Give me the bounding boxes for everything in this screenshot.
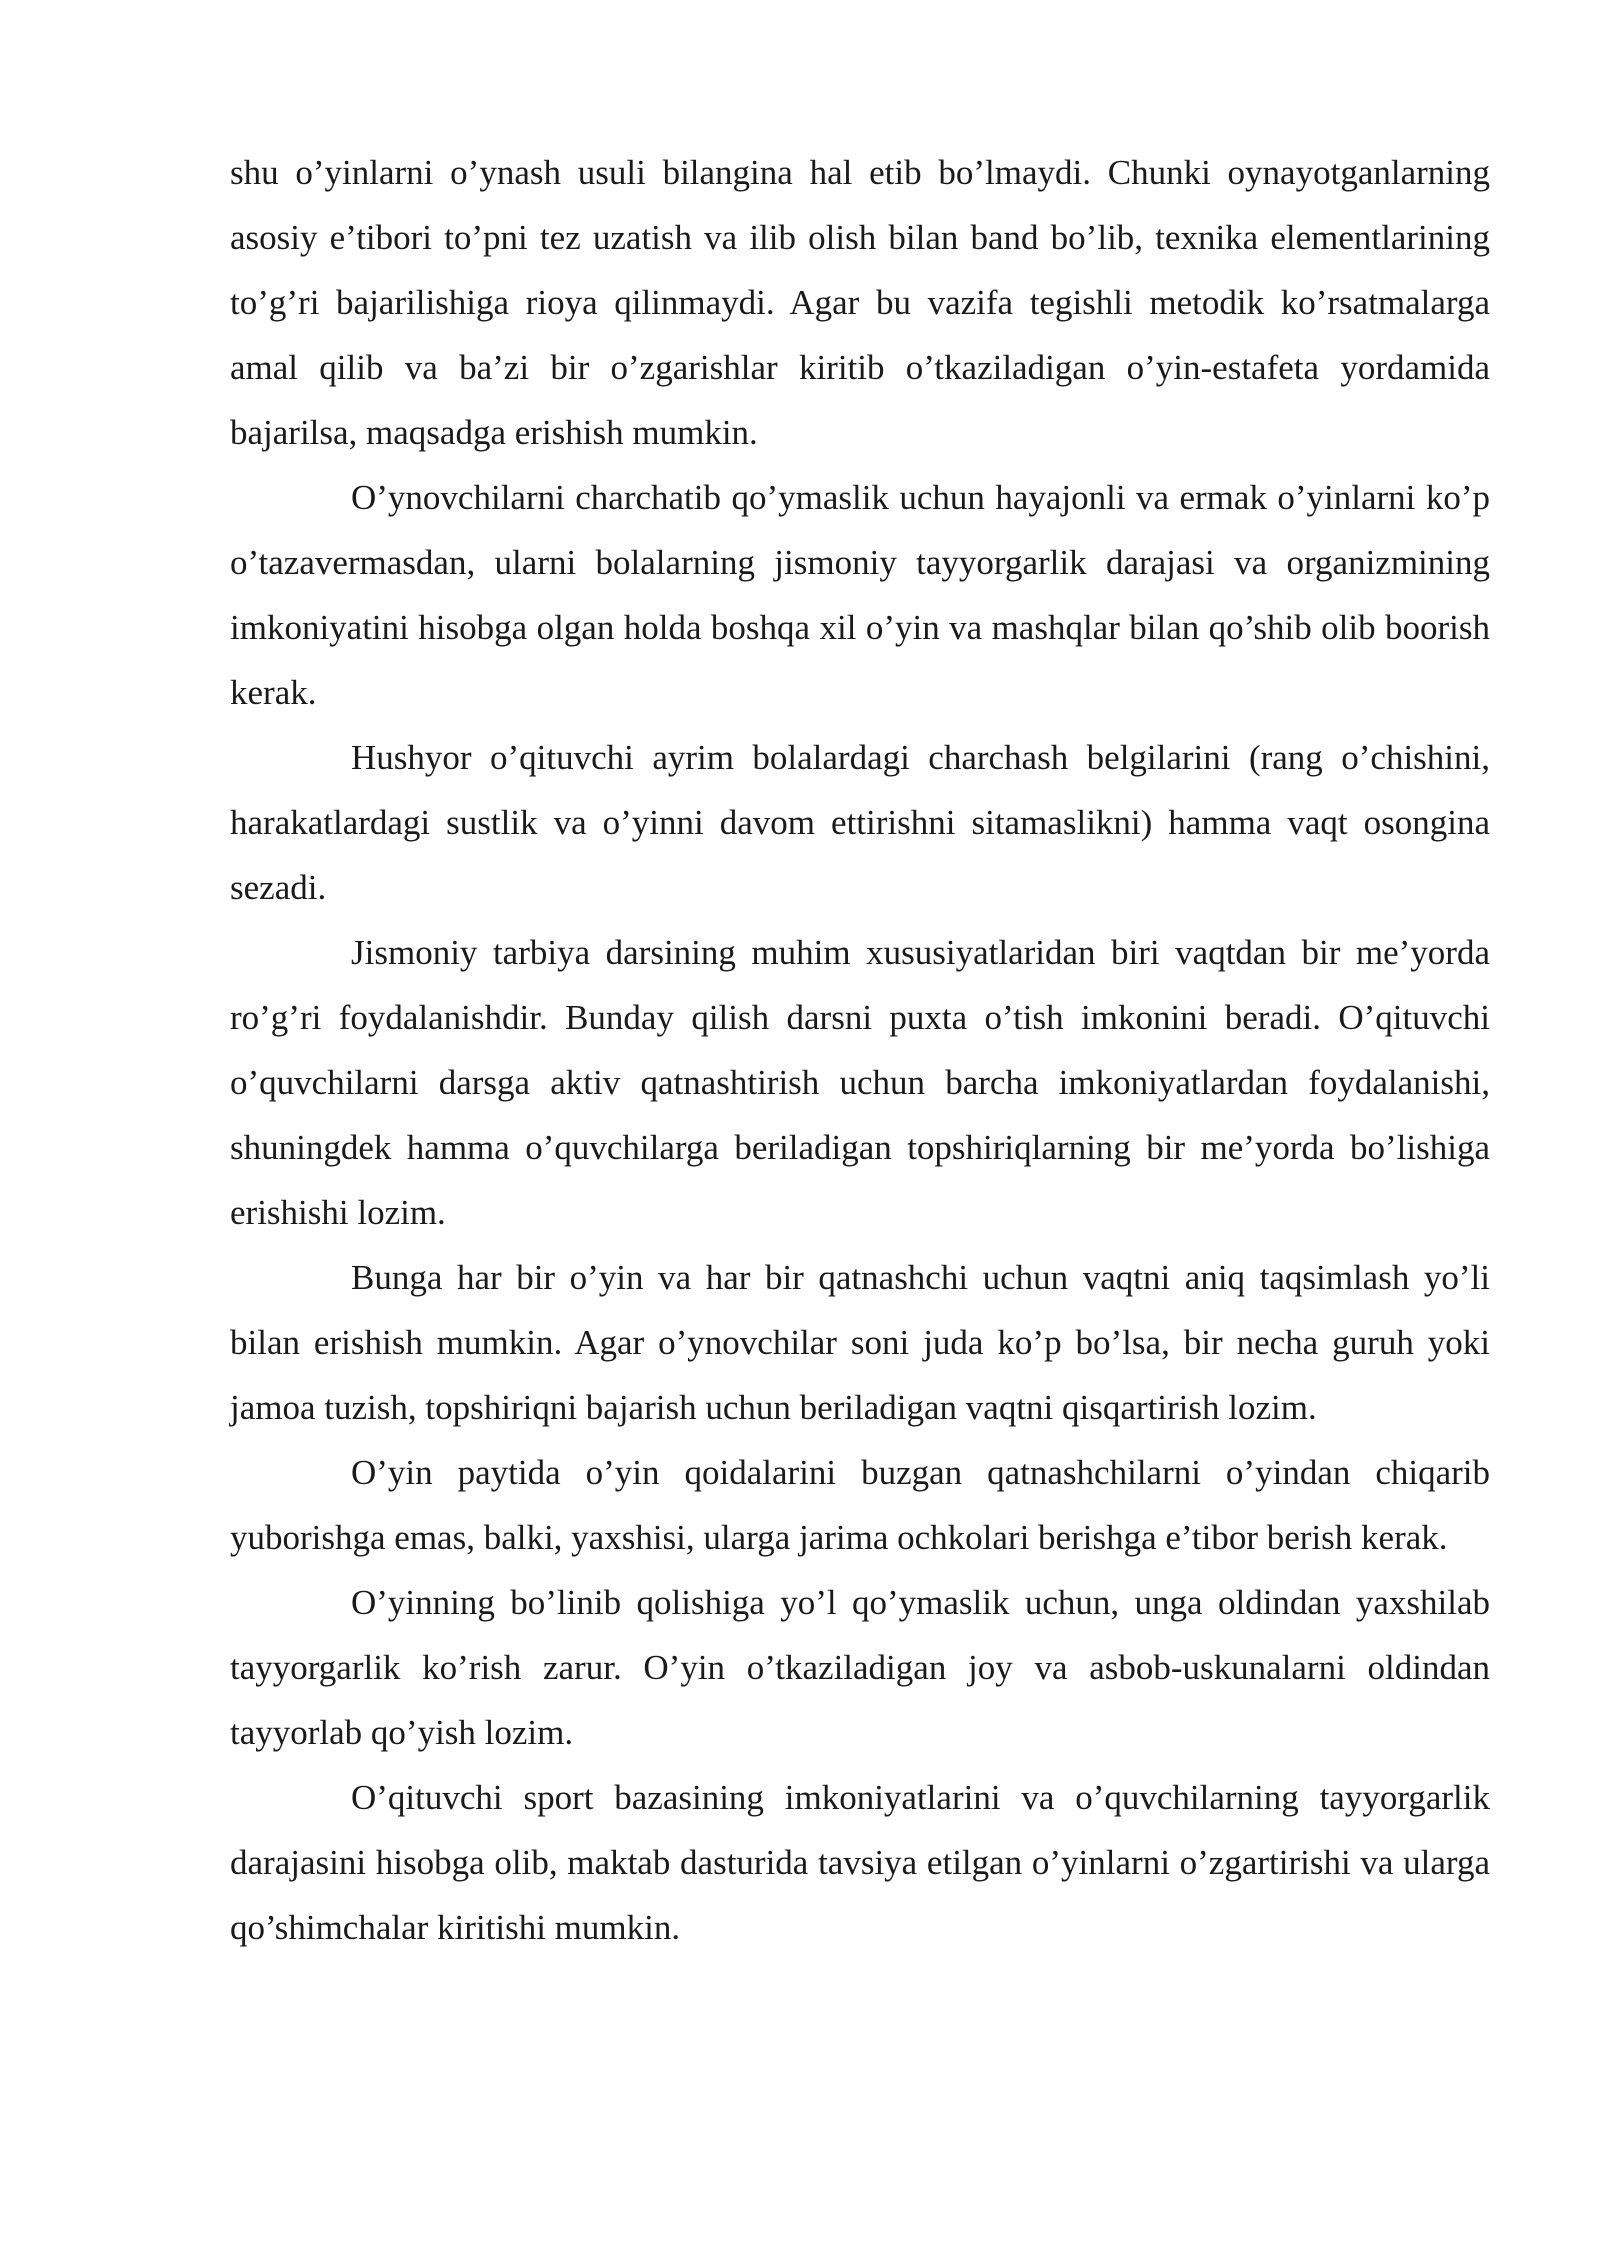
paragraph-3: Hushyor o’qituvchi ayrim bolalardagi charchash belgilarini (rang o’chishini, harakatlardagi sustlik va o’yinni davom ettirishni sitamaslikni) hamma vaqt osongina sezadi.	[230, 738, 1490, 907]
paragraph-5: Bunga har bir o’yin va har bir qatnashchi uchun vaqtni aniq taqsimlash yo’li bilan erishish mumkin. Agar o’ynovchilar soni juda ko’p bo’lsa, bir necha guruh yoki jamoa tuzish, topshiriqni bajarish uchun beriladigan vaqtni qisqartirish lozim.	[230, 1258, 1490, 1427]
paragraph-7: O’yinning bo’linib qolishiga yo’l qo’ymaslik uchun, unga oldindan yaxshilab tayyorgarlik ko’rish zarur. O’yin o’tkaziladigan joy va asbob-uskunalarni oldindan tayyorlab qo’yish lozim.	[230, 1583, 1490, 1752]
paragraph-6: O’yin paytida o’yin qoidalarini buzgan qatnashchilarni o’yindan chiqarib yuborishga emas, balki, yaxshisi, ularga jarima ochkolari berishga e’tibor berish kerak.	[230, 1453, 1490, 1557]
paragraph-2: O’ynovchilarni charchatib qo’ymaslik uchun hayajonli va ermak o’yinlarni ko’p o’tazavermasdan, ularni bolalarning jismoniy tayyorgarlik darajasi va organizmining imkoniyatini hisobga olgan holda boshqa xil o’yin va mashqlar bilan qo’shib olib boorish kerak.	[230, 478, 1490, 712]
document-page	[230, 140, 1490, 1960]
paragraph-8: O’qituvchi sport bazasining imkoniyatlarini va o’quvchilarning tayyorgarlik darajasini hisobga olib, maktab dasturida tavsiya etilgan o’yinlarni o’zgartirishi va ularga qo’shimchalar kiritishi mumkin.	[230, 1778, 1490, 1947]
paragraph-4: Jismoniy tarbiya darsining muhim xususiyatlaridan biri vaqtdan bir me’yorda ro’g’ri foydalanishdir. Bunday qilish darsni puxta o’tish imkonini beradi. O’qituvchi o’quvchilarni darsga aktiv qatnashtirish uchun barcha imkoniyatlardan foydalanishi, shuningdek hamma o’quvchilarga beriladigan topshiriqlarning bir me’yorda bo’lishiga erishishi lozim.	[230, 933, 1490, 1232]
paragraph-1: shu o’yinlarni o’ynash usuli bilangina hal etib bo’lmaydi. Chunki oynayotganlarning asosiy e’tibori to’pni tez uzatish va ilib olish bilan band bo’lib, texnika elementlarining to’g’ri bajarilishiga rioya qilinmaydi. Agar bu vazifa tegishli metodik ko’rsatmalarga amal qilib va ba’zi bir o’zgarishlar kiritib o’tkaziladigan o’yin-estafeta yordamida bajarilsa, maqsadga erishish mumkin.	[230, 153, 1490, 452]
